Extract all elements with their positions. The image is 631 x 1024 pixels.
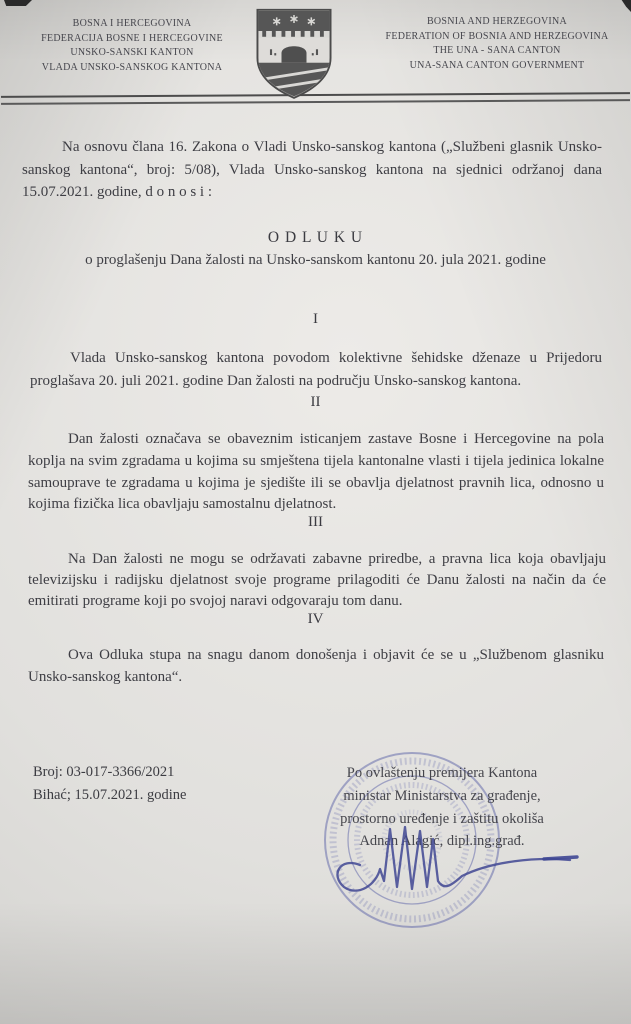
letterhead-line: FEDERACIJA BOSNE I HERCEGOVINE [41, 32, 223, 44]
place-and-date: Bihać; 15.07.2021. godine [33, 786, 187, 803]
decision-subtitle: o proglašenju Dana žalosti na Unsko-sanskom kantonu 20. jula 2021. godine [85, 252, 546, 268]
section-text-2: Dan žalosti označava se obaveznim isticanjem zastave Bosne i Hercegovine na pola koplja na svim zgradama u kojima su smještena tijela kantonalne vlasti i tijela jedinica lokalne samouprave te zgradama u kojima je sjedište ili se obavlja djelatnost pravnih lica, odnosno u kojima fizička lica obavljaju samostalnu djelatnost. [28, 431, 604, 513]
letterhead-line: BOSNA I HERCEGOVINA [72, 18, 192, 29]
preamble-paragraph: Na osnovu člana 16. Zakona o Vladi Unsko-sanskog kantona („Službeni glasnik Unsko-sanskog kantona“, broj: 5/08), Vlada Unsko-sanskog kantona na sjednici održanoj dana 15.07.2021. godine, d o n o s i : [22, 139, 602, 200]
letterhead-line: UNSKO-SANSKI KANTON [70, 47, 194, 58]
reference-block [33, 761, 186, 806]
section-numeral-1: I [313, 311, 318, 327]
scan-artifact-top-left [4, 0, 32, 6]
section-numeral-4: IV [307, 611, 324, 627]
letterhead-line: VLADA UNSKO-SANSKOG KANTONA [41, 61, 223, 73]
section-numeral-3: III [308, 514, 323, 530]
letterhead-line: THE UNA - SANA CANTON [433, 45, 561, 56]
section-text-3: Na Dan žalosti ne mogu se održavati zabavne priredbe, a pravna lica koja obavljaju televizijsku i radijsku djelatnost svoje programe prilagoditi će Danu žalosti na način da će emitirati programe koji po svojoj naravi odgovaraju tom danu. [28, 551, 606, 610]
decision-title: O D L U K U [267, 229, 364, 246]
scan-artifact-top-right [620, 0, 631, 12]
section-text-1: Vlada Unsko-sanskog kantona povodom kolektivne šehidske dženaze u Prijedoru proglašava 20. juli 2021. godine Dan žalosti na području Unsko-sanskog kantona. [30, 350, 602, 389]
section-text-4: Ova Odluka stupa na snagu danom donošenja i objavit će se u „Službenom glasniku Unsko-sanskog kantona“. [28, 647, 604, 685]
handwritten-signature-icon [320, 815, 590, 910]
reference-number: Broj: 03-017-3366/2021 [33, 764, 175, 780]
signature-line: prostorno uređenje i zaštitu okoliša [340, 810, 544, 827]
letterhead-bosnian [26, 17, 238, 75]
letterhead-english [372, 15, 622, 73]
letterhead-line: BOSNIA AND HERZEGOVINA [427, 16, 567, 27]
letterhead-line: UNA-SANA CANTON GOVERNMENT [409, 59, 585, 71]
letterhead-line: FEDERATION OF BOSNIA AND HERZEGOVINA [385, 30, 609, 42]
signature-line: Adnan Alagić, dipl.ing.građ. [359, 833, 525, 850]
una-sana-canton-coat-of-arms-icon [244, 6, 344, 106]
signature-line: Po ovlaštenju premijera Kantona [346, 765, 538, 781]
section-numeral-2: II [310, 394, 321, 410]
signature-line: ministar Ministarstva za građenje, [343, 787, 541, 804]
